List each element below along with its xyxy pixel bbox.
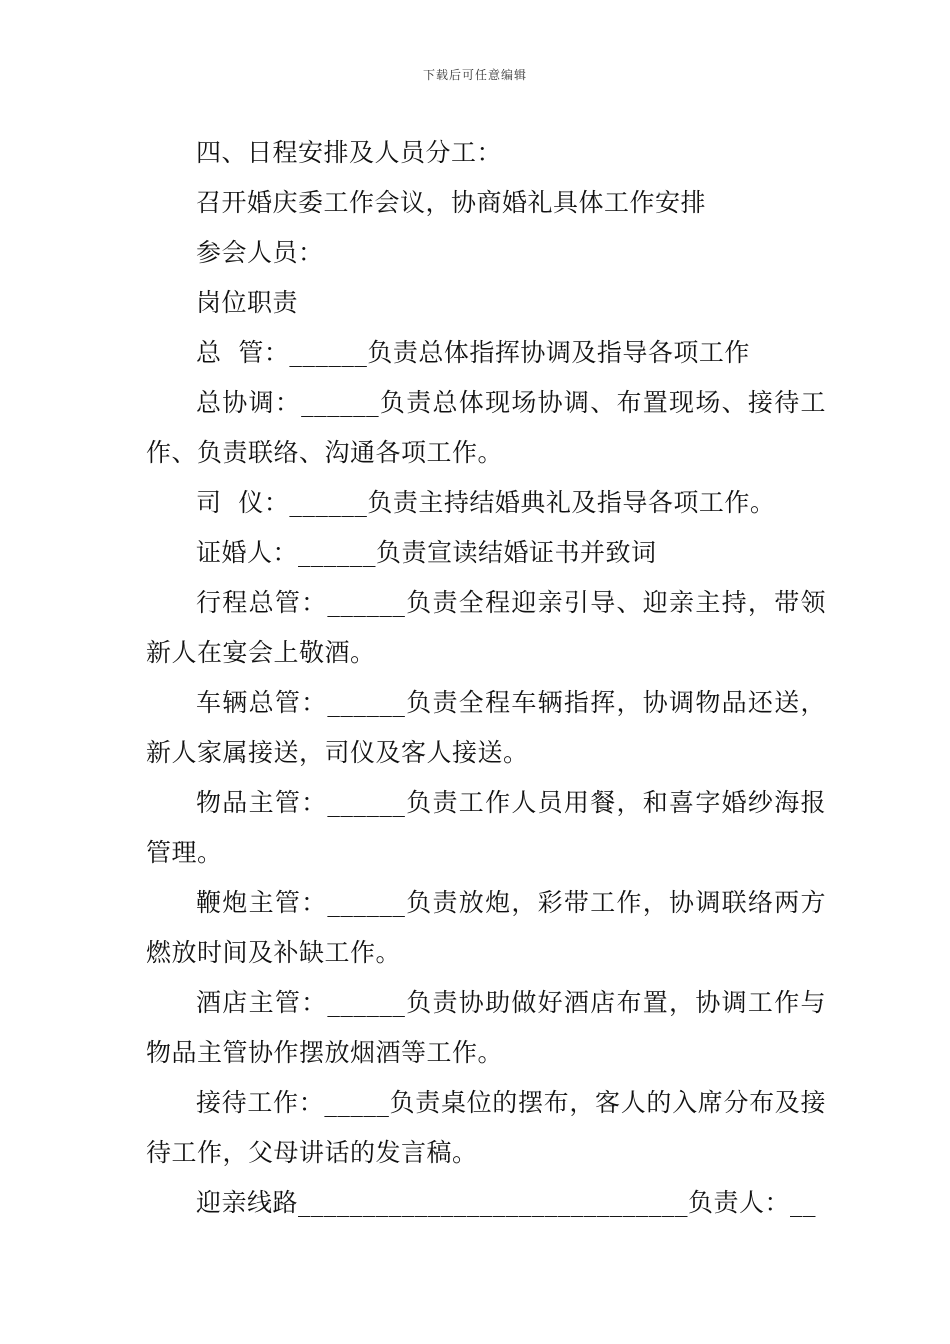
duty-witness: 证婚人：______负责宣读结婚证书并致词 bbox=[196, 538, 657, 567]
paragraph-duties-heading: 岗位职责 bbox=[196, 288, 299, 317]
duty-hotel-manager: 酒店主管：______负责协助做好酒店布置，协调工作与物品主管协作摆放烟酒等工作。 bbox=[146, 988, 826, 1067]
duty-reception: 接待工作：_____负责桌位的摆布，客人的入席分布及接待工作，父母讲话的发言稿。 bbox=[146, 1088, 826, 1167]
duty-firecracker-manager: 鞭炮主管：______负责放炮，彩带工作，协调联络两方燃放时间及补缺工作。 bbox=[146, 888, 826, 967]
duty-itinerary-manager: 行程总管：______负责全程迎亲引导、迎亲主持，带领新人在宴会上敬酒。 bbox=[146, 588, 826, 667]
duty-general-manager: 总 管：______负责总体指挥协调及指导各项工作 bbox=[196, 338, 750, 367]
page-header-note: 下载后可任意编辑 bbox=[422, 68, 527, 82]
document-body bbox=[146, 128, 826, 1228]
duty-supplies-manager: 物品主管：______负责工作人员用餐，和喜字婚纱海报管理。 bbox=[146, 788, 826, 867]
duty-host: 司 仪：______负责主持结婚典礼及指导各项工作。 bbox=[196, 488, 776, 517]
paragraph-route: 迎亲线路______________________________负责人：__ bbox=[196, 1188, 817, 1217]
section-heading-schedule: 四、日程安排及人员分工： bbox=[196, 138, 503, 167]
paragraph-meeting: 召开婚庆委工作会议，协商婚礼具体工作安排 bbox=[196, 188, 707, 217]
duty-vehicle-manager: 车辆总管：______负责全程车辆指挥，协调物品还送，新人家属接送，司仪及客人接送。 bbox=[146, 688, 826, 767]
duty-general-coordinator: 总协调：______负责总体现场协调、布置现场、接待工作、负责联络、沟通各项工作。 bbox=[146, 388, 826, 467]
paragraph-attendees: 参会人员： bbox=[196, 238, 324, 267]
